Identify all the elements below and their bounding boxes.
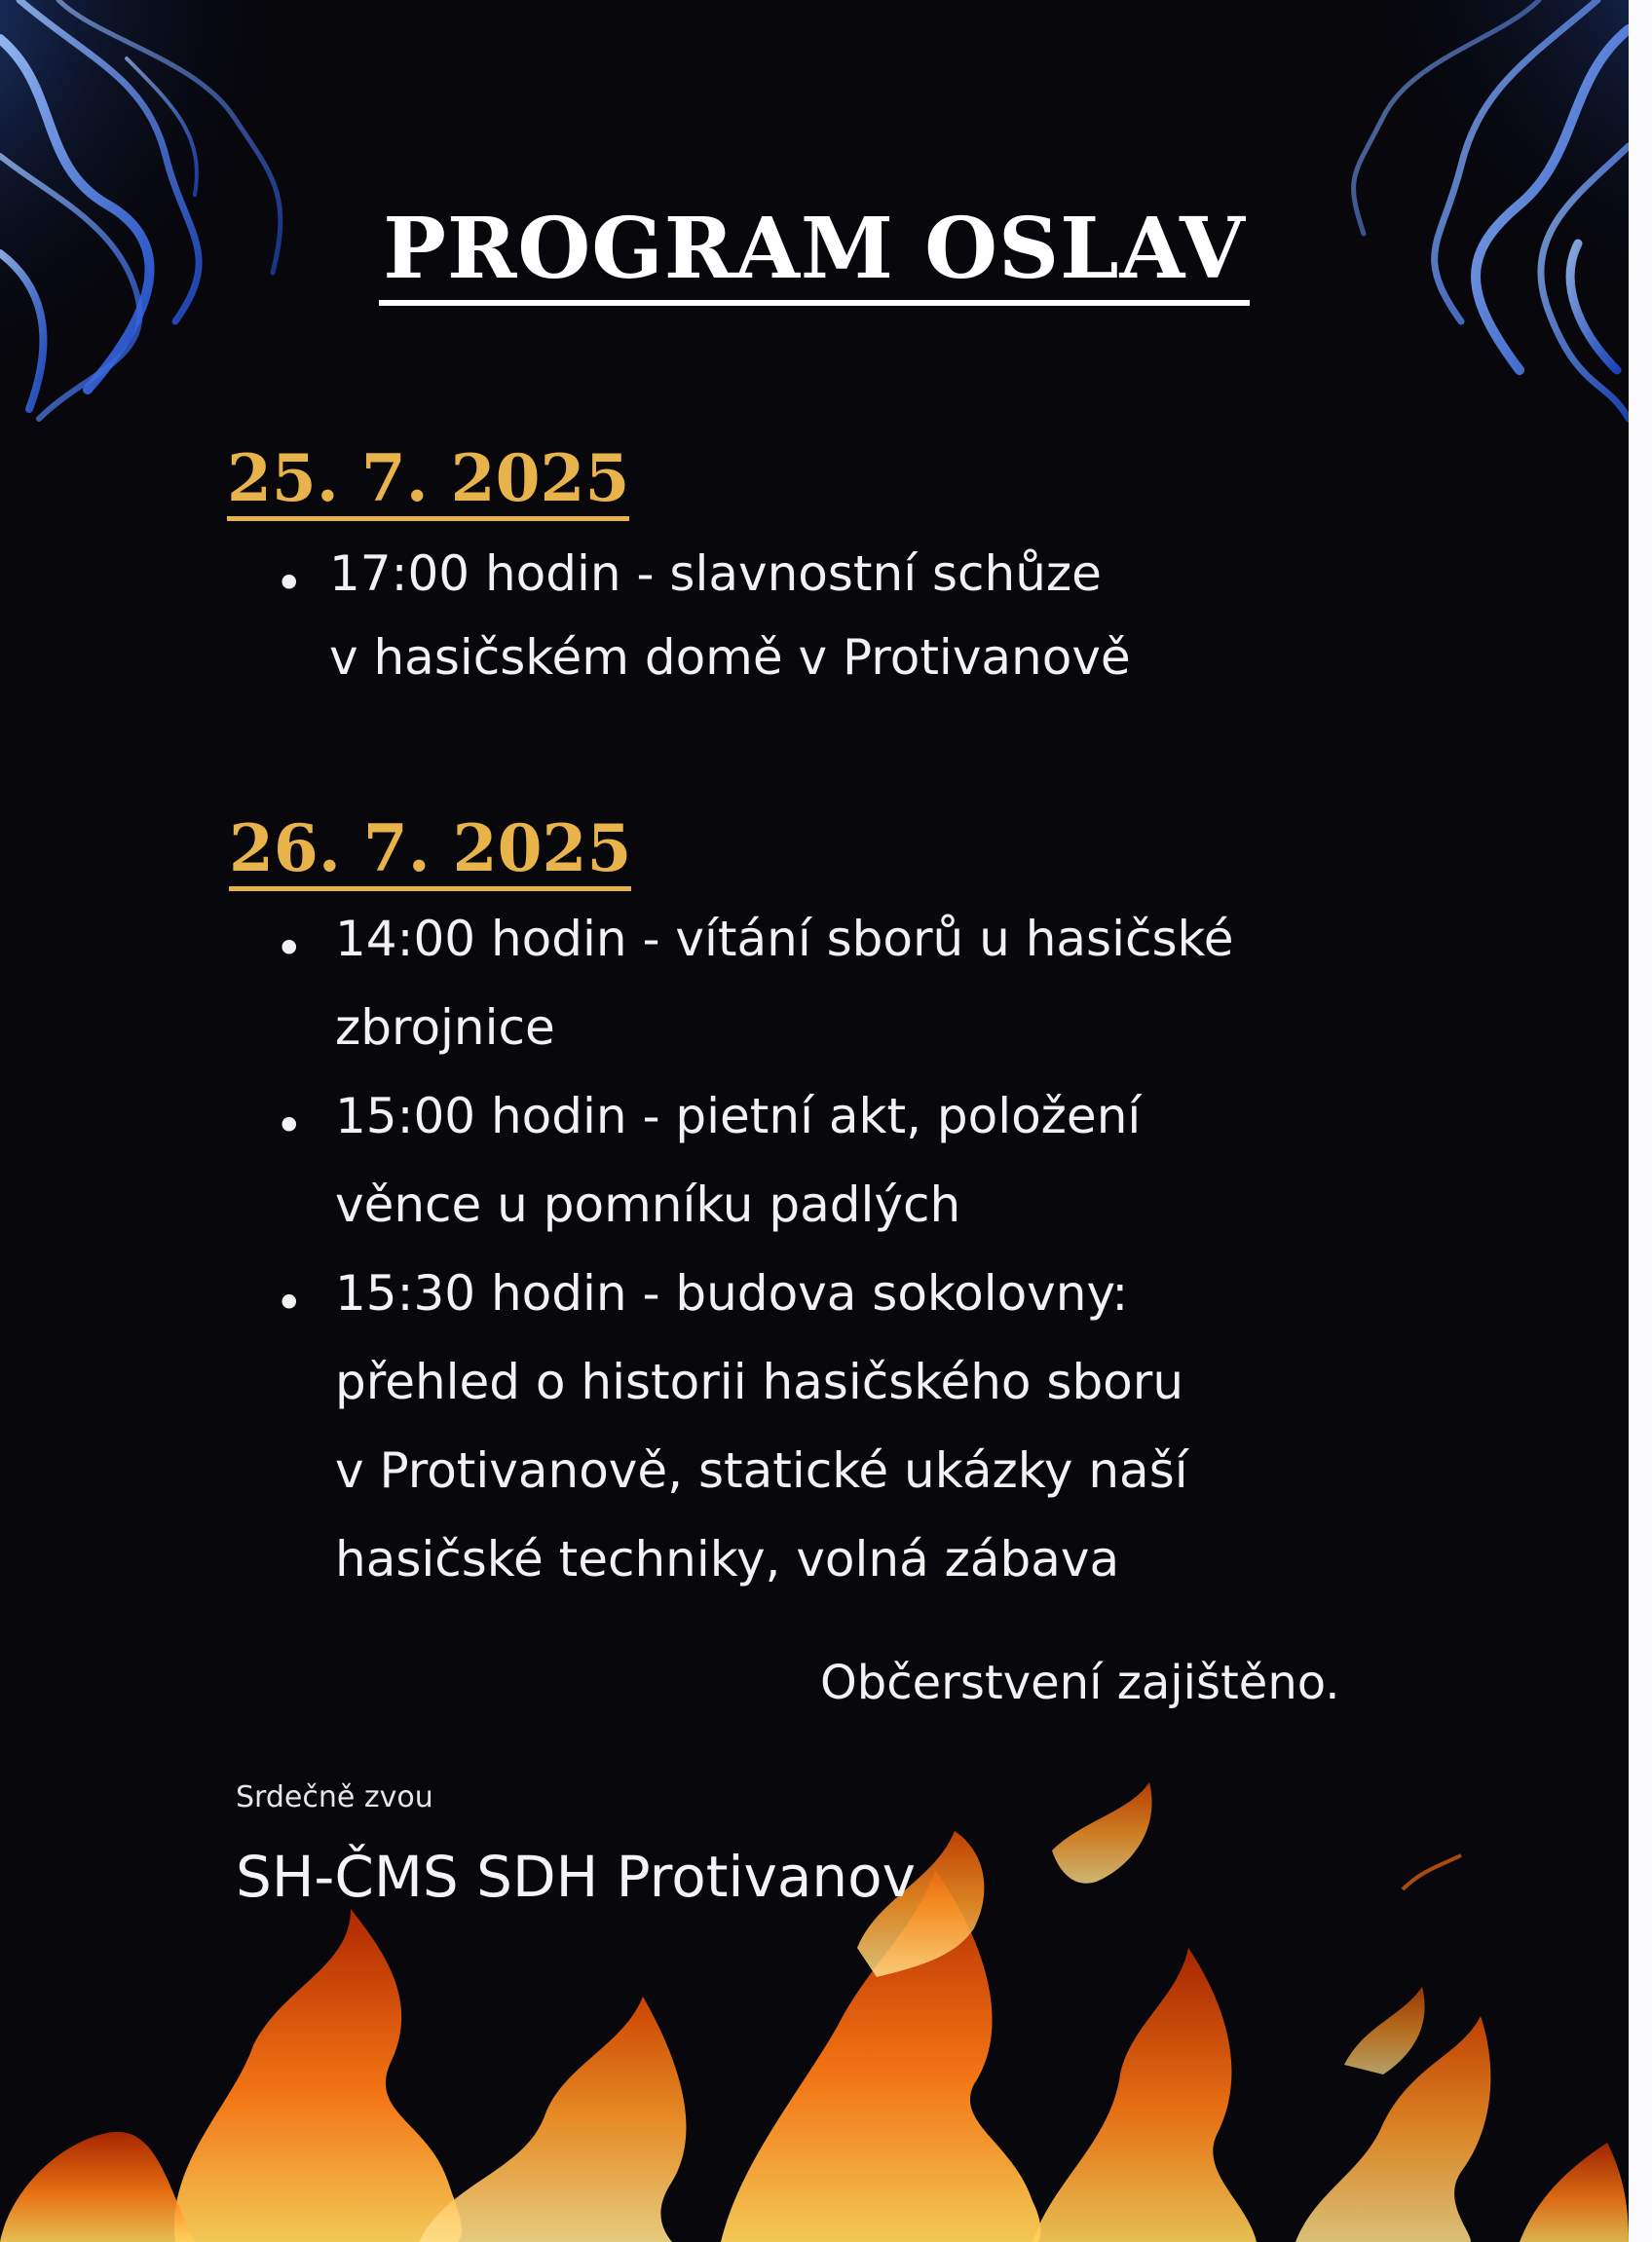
event-text-line: 15:30 hodin - budova sokolovny: xyxy=(335,1265,1129,1322)
scan-margin xyxy=(1629,0,1652,2242)
bullet-icon: • xyxy=(275,555,304,612)
event-text-line: zbrojnice xyxy=(335,999,555,1056)
refreshments-note: Občerstvení zajištěno. xyxy=(820,1656,1340,1710)
invitation-text: Srdečně zvou xyxy=(236,1780,433,1814)
organizer-name: SH-ČMS SDH Protivanov xyxy=(236,1844,916,1910)
event-text-line: 15:00 hodin - pietní akt, položení xyxy=(335,1088,1142,1144)
bullet-icon: • xyxy=(275,1275,304,1331)
event-text-line: v hasičském domě v Protivanově xyxy=(329,629,1131,686)
page-title: PROGRAM OSLAV xyxy=(0,200,1629,298)
event-text-line: hasičské techniky, volná zábava xyxy=(335,1531,1120,1588)
bullet-icon: • xyxy=(275,1098,304,1154)
day-1-date: 25. 7. 2025 xyxy=(227,440,629,516)
event-text-line: 17:00 hodin - slavnostní schůze xyxy=(329,545,1102,602)
event-text-line: přehled o historii hasičského sboru xyxy=(335,1354,1184,1410)
event-text-line: 14:00 hodin - vítání sborů u hasičské xyxy=(335,911,1234,967)
day-2-date: 26. 7. 2025 xyxy=(229,810,631,886)
event-text-line: věnce u pomníku padlých xyxy=(335,1177,961,1233)
event-text-line: v Protivanově, statické ukázky naší xyxy=(335,1442,1188,1499)
bullet-icon: • xyxy=(275,920,304,977)
